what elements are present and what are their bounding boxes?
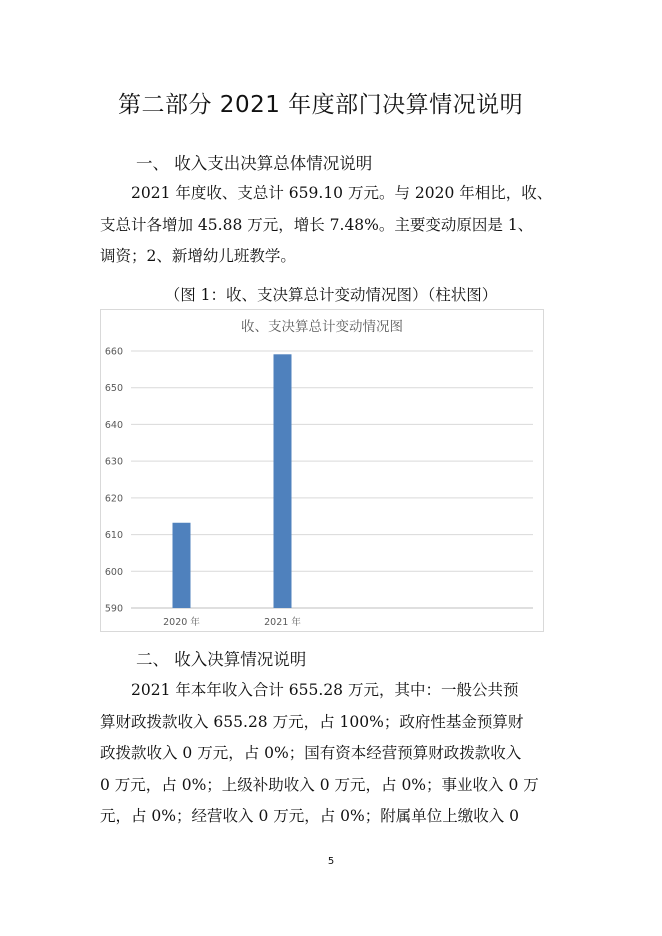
y-tick-label: 590	[104, 603, 123, 615]
y-tick-label: 640	[104, 419, 123, 431]
chart-x-axis	[163, 616, 301, 628]
y-tick-label: 600	[104, 566, 123, 578]
chart-y-axis	[105, 347, 123, 615]
section-heading-income-details: 二、 收入决算情况说明	[136, 650, 307, 669]
y-tick-label: 610	[104, 530, 123, 542]
paragraph-line: 调资；2、新增幼儿班教学。	[100, 247, 296, 265]
chart-bars	[173, 354, 292, 608]
y-tick-label: 660	[104, 346, 123, 358]
bar	[274, 354, 292, 608]
y-tick-label: 620	[104, 493, 123, 505]
paragraph-line: 0 万元，占 0%；上级补助收入 0 万元，占 0%；事业收入 0 万	[100, 775, 539, 794]
paragraph-line: 元，占 0%；经营收入 0 万元，占 0%；附属单位上缴收入 0	[100, 807, 520, 825]
chart-gridlines	[131, 351, 533, 608]
x-tick-label: 2020 年	[163, 617, 200, 628]
chart-title: 收、支决算总计变动情况图	[241, 319, 403, 335]
paragraph-line: 支总计各增加 45.88 万元，增长 7.48%。主要变动原因是 1、	[100, 215, 534, 234]
paragraph-line: 2021 年度收、支总计 659.10 万元。与 2020 年相比，收、	[131, 184, 553, 202]
x-tick-label: 2021 年	[264, 617, 301, 628]
y-tick-label: 650	[104, 383, 123, 395]
figure-caption: （图 1：收、支决算总计变动情况图）（柱状图）	[164, 286, 498, 304]
bar-chart	[100, 309, 544, 632]
bar	[173, 523, 191, 608]
page-number: 5	[327, 856, 335, 867]
page-title: 第二部分 2021 年度部门决算情况说明	[118, 92, 524, 118]
income-paragraph	[100, 675, 570, 833]
section-heading-income-expenditure-overview: 一、 收入支出决算总体情况说明	[136, 154, 373, 173]
overview-paragraph	[100, 178, 570, 273]
bar-chart-canvas	[101, 310, 543, 631]
paragraph-line: 2021 年本年收入合计 655.28 万元，其中：一般公共预	[131, 681, 519, 699]
paragraph-line: 算财政拨款收入 655.28 万元，占 100%；政府性基金预算财	[100, 712, 524, 731]
y-tick-label: 630	[104, 456, 123, 468]
paragraph-line: 政拨款收入 0 万元，占 0%；国有资本经营预算财政拨款收入	[100, 744, 522, 762]
